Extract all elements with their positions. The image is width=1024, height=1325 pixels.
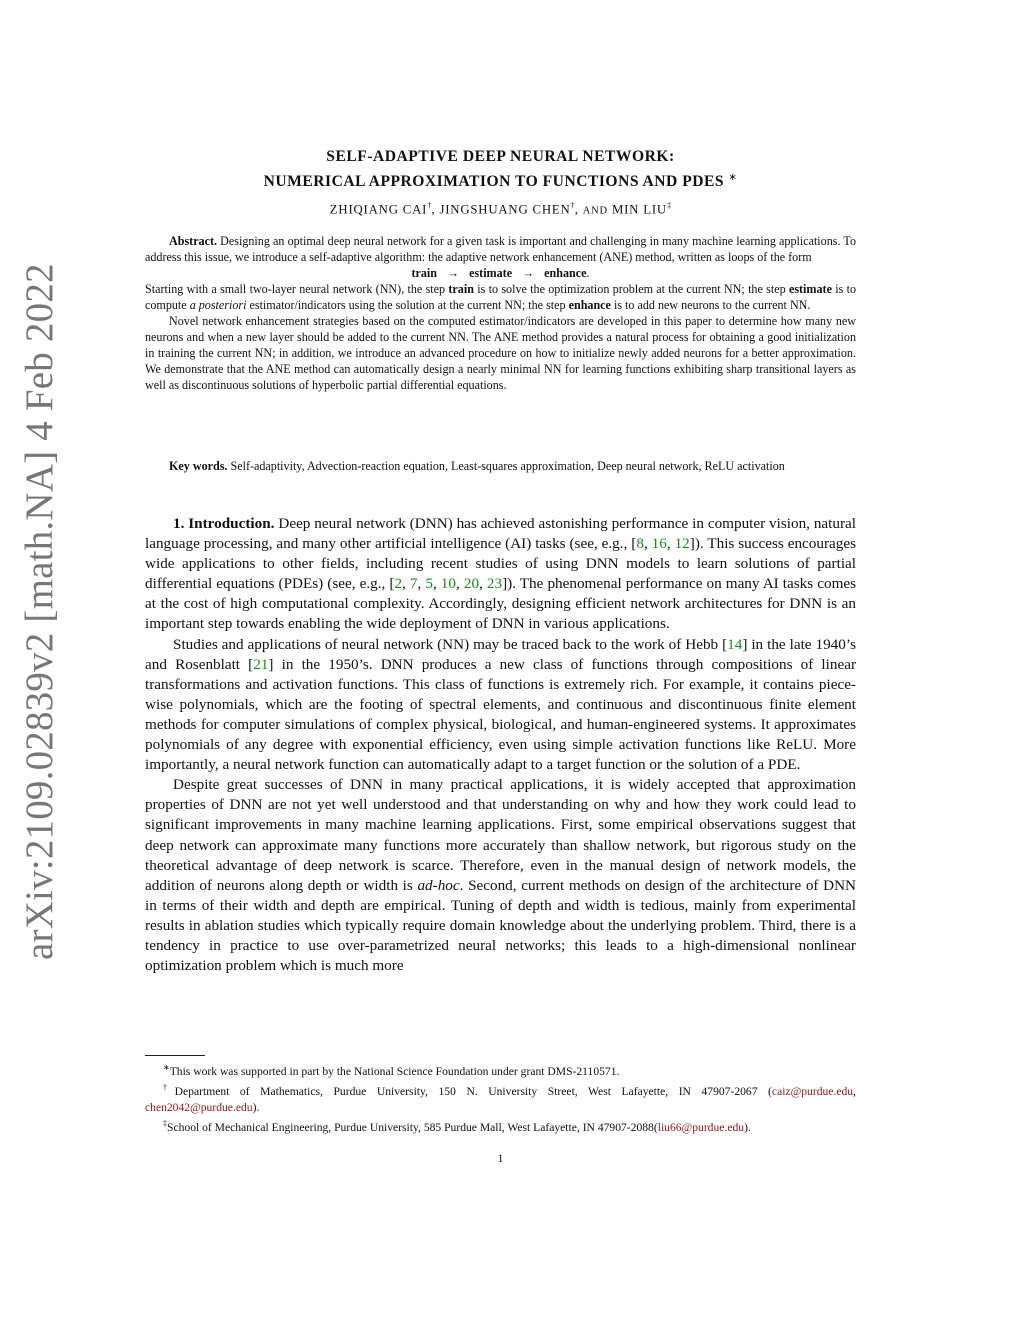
intro-paragraph-3 — [145, 775, 856, 976]
abstract-text-2b: is to solve the optimization problem at the current NN; the step — [477, 282, 786, 296]
abstract-paragraph-1 — [145, 233, 856, 265]
footnote-1-text: This work was supported in part by the National Science Foundation under grant DMS-2110571. — [169, 1064, 620, 1078]
footnote-2 — [145, 1080, 856, 1116]
footnote-divider — [145, 1055, 205, 1056]
introduction-section — [145, 514, 856, 976]
author-1: ZHIQIANG CAI — [329, 202, 428, 217]
footnote-2-end: ). — [252, 1100, 260, 1114]
intro-text-3b: . Second, current methods on design of the architecture of DNN in terms of their width and depth are empirical. Tuning of depth and width is tedious, mainly from experimental results in ablation studies which typically require domain knowledge about the underlying problem. Third, there is a tendency in practice to use over-parametrized neural networks; this leads to a high-dimensional nonlinear optimization problem which is much more — [145, 876, 857, 975]
abstract-enhance-bold: enhance — [568, 298, 611, 312]
abstract-text-2e: is to add new neurons to the current NN. — [613, 298, 811, 312]
keywords — [145, 458, 856, 474]
abstract-paragraph-3: Novel network enhancement strategies based on the computed estimator/indicators are developed in this paper to determine how many new neurons and when a new layer should be added to the current NN. The ANE method provides a natural process for obtaining a good initialization in training the current NN; in addition, we introduce an advanced procedure on how to initialize newly added neurons for a better approximation. We demonstrate that the ANE method can automatically design a nearly minimal NN for learning functions exhibiting sharp transitional layers as well as discontinuous solutions of hyperbolic partial differential equations. — [145, 314, 856, 392]
author-2: JINGSHUANG CHEN — [439, 202, 571, 217]
author-3: MIN LIU — [611, 202, 667, 217]
intro-paragraph-1: 1. Introduction. Deep neural network (DNN) has achieved astonishing performance in computer vision, natural language processing, and many other artificial intelligence (AI) tasks (see, e.g., [8, 16, 12]). This success encourages wide applications to other fields, including recent studies of using DNN models to learn solutions of partial differential equations (PDEs) (see, e.g., [2, 7, 5, 10, 20, 23]). The phenomenal performance on many AI tasks comes at the cost of high computational complexity. Accordingly, designing efficient network architectures for DNN is an important step towards enabling the wide deployment of DNN in various applications. — [145, 515, 857, 633]
citation-link[interactable]: 7 — [409, 575, 418, 593]
title-line-2 — [145, 167, 856, 192]
abstract-label: Abstract. — [169, 234, 218, 248]
footnote-3-mark: ‡ — [163, 1118, 167, 1128]
loop-arrow-2: → — [522, 266, 535, 280]
loop-arrow-1: → — [447, 266, 460, 280]
intro-text-2b: ] in the late 1940’s and Rosenblatt [ — [145, 635, 856, 673]
footnotes — [145, 1060, 856, 1136]
email-link-liu[interactable]: liu66@purdue.edu — [657, 1120, 745, 1134]
citation-link[interactable]: 20 — [463, 575, 480, 593]
abstract-train-bold: train — [448, 282, 474, 296]
ane-loop-formula — [145, 265, 856, 281]
footnote-2-separator: , — [853, 1084, 856, 1098]
abstract-text-2c: is to compute — [145, 282, 857, 312]
citation-link[interactable]: 23 — [486, 575, 503, 593]
footnote-2-mark: † — [163, 1082, 175, 1092]
citation-link[interactable]: 10 — [440, 575, 456, 593]
citation-link[interactable]: 12 — [674, 535, 690, 553]
footnote-3-end: ). — [744, 1120, 751, 1134]
author-1-mark: † — [427, 200, 432, 210]
abstract-text-2d: estimator/indicators using the solution at the current NN; the step — [249, 298, 566, 312]
title-footnote-mark: ∗ — [728, 172, 738, 183]
citation-link[interactable]: 21 — [253, 655, 269, 673]
footnote-1 — [145, 1060, 856, 1080]
intro-text-2c: ] in the 1950’s. DNN produces a new class of functions through compositions of linear transformations and activation functions. This class of functions is extremely rich. For example, it contains piece-wise polynomials, which are the footing of spectral elements, and continuous and discontinuous finite element methods for computer simulations of complex physical, biological, and human-engineered systems. It approximates polynomials of any degree with exponential efficiency, even using simple activation functions like ReLU. More importantly, a neural network function can automatically adapt to a target function or the solution of a PDE. — [145, 655, 857, 774]
author-and: AND — [582, 205, 608, 217]
title-line-2-text: NUMERICAL APPROXIMATION TO FUNCTIONS AND PDES — [263, 173, 725, 191]
loop-enhance: enhance — [544, 266, 587, 280]
intro-text-1b: ]). This success encourages wide applications to other fields, including recent studies of using DNN models to learn solutions of partial differential equations (PDEs) (see, e.g., [ — [145, 535, 857, 593]
citation-link[interactable]: 16 — [651, 535, 667, 553]
intro-text-1a: Deep neural network (DNN) has achieved astonishing performance in computer vision, natural language processing, and many other artificial intelligence (AI) tasks (see, e.g., [ — [145, 515, 857, 553]
keywords-text: Self-adaptivity, Advection-reaction equation, Least-squares approximation, Deep neural network, ReLU activation — [230, 459, 785, 473]
title-line-1: SELF-ADAPTIVE DEEP NEURAL NETWORK: — [326, 148, 675, 165]
keywords-paragraph — [145, 458, 856, 474]
footnote-1-mark: ∗ — [163, 1063, 170, 1072]
intro-text-2a: Studies and applications of neural network (NN) may be traced back to the work of Hebb [ — [173, 635, 728, 653]
author-2-mark: † — [570, 200, 575, 210]
citation-link[interactable]: 14 — [727, 635, 743, 653]
author-3-mark: ‡ — [666, 200, 672, 210]
paper-title — [145, 146, 856, 192]
abstract-text-1: Designing an optimal deep neural network for a given task is important and challenging in many machine learning applications. To address this issue, we introduce a self-adaptive algorithm: the adaptive network enhancement (ANE) method, written as loops of the form — [145, 234, 856, 264]
abstract-estimate-bold: estimate — [788, 282, 832, 296]
footnote-3-text: School of Mechanical Engineering, Purdue University, 585 Purdue Mall, West Lafayette, IN 47907-2088( — [167, 1120, 658, 1134]
loop-end: . — [586, 266, 590, 280]
author-list: ZHIQIANG CAI†, JINGSHUANG CHEN†, AND MIN LIU‡ — [329, 200, 672, 217]
footnote-2-text: Department of Mathematics, Purdue University, 150 N. University Street, West Lafayette, IN 47907-2067 ( — [174, 1084, 772, 1098]
citation-link[interactable]: 5 — [425, 575, 433, 593]
abstract-paragraph-2 — [145, 281, 856, 313]
abstract-text-2a: Starting with a small two-layer neural network (NN), the step — [145, 282, 446, 296]
citation-link[interactable]: 2 — [394, 575, 403, 593]
loop-train: train — [411, 266, 437, 280]
page-number: 1 — [497, 1151, 504, 1165]
intro-paragraph-2 — [145, 635, 856, 776]
citation-link[interactable]: 8 — [636, 535, 644, 553]
intro-text-1c: ]). The phenomenal performance on many AI tasks comes at the cost of high computational complexity. Accordingly, designing efficient network architectures for DNN is an important step towards enabling the wide deployment of DNN in various applications. — [145, 575, 857, 633]
email-link-cai[interactable]: caiz@purdue.edu — [771, 1084, 854, 1098]
section-heading: 1. Introduction. — [173, 515, 275, 532]
keywords-label: Key words. — [169, 459, 228, 473]
footnote-3 — [145, 1116, 856, 1136]
intro-ad-hoc: ad-hoc — [417, 876, 460, 894]
email-link-chen[interactable]: chen2042@purdue.edu — [145, 1100, 253, 1114]
abstract — [145, 233, 856, 393]
abstract-a-posteriori: a posteriori — [189, 298, 247, 312]
arxiv-identifier-stamp: arXiv:2109.02839v2 [math.NA] 4 Feb 2022 — [18, 263, 61, 960]
loop-estimate: estimate — [469, 266, 513, 280]
intro-text-3a: Despite great successes of DNN in many practical applications, it is widely accepted that approximation properties of DNN are not yet well understood and that understanding on why and how they work could lead to significant improvements in many machine learning applications. First, some empirical observations suggest that deep network can approximate many functions more accurately than shallow network, but rigorous study on the theoretical advantage of deep network is scarce. Therefore, even in the manual design of network models, the addition of neurons along depth or width is — [145, 776, 856, 894]
